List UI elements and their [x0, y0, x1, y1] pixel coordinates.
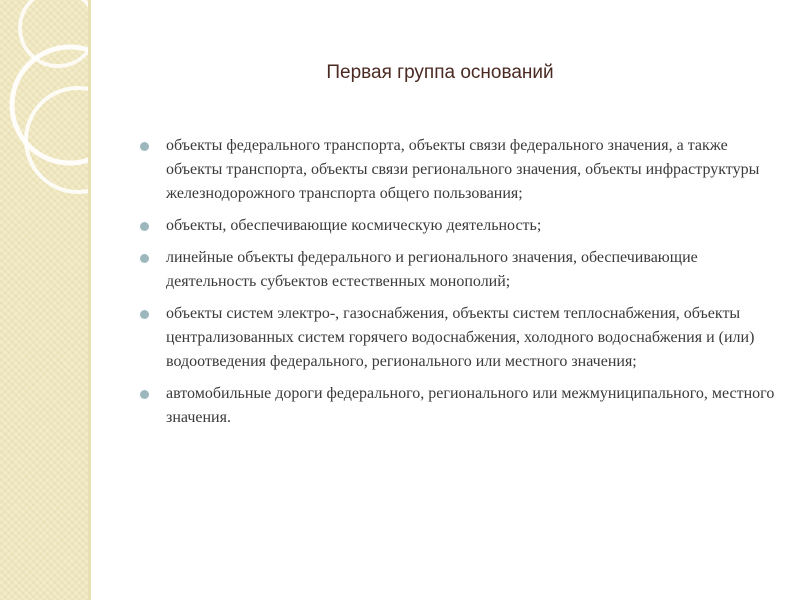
bullet-icon [140, 222, 149, 231]
list-item [138, 214, 778, 238]
panel-divider [88, 0, 91, 600]
bullet-icon [140, 310, 149, 319]
list-item [138, 134, 778, 206]
bullet-text: объекты, обеспечивающие космическую деятельность; [166, 217, 542, 234]
list-item [138, 302, 778, 374]
bullet-text: линейные объекты федерального и регионального значения, обеспечивающие деятельность субъектов естественных монополий; [166, 249, 698, 290]
bullet-text: объекты систем электро-, газоснабжения, объекты систем теплоснабжения, объекты централизованных систем горячего водоснабжения, холодного водоснабжения и (или) водоотведения федерального, регионального или местного значения; [166, 305, 755, 370]
decorative-circles-icon [0, 0, 88, 600]
decorative-side-panel [0, 0, 88, 600]
bullet-text: объекты федерального транспорта, объекты связи федерального значения, а также объекты транспорта, объекты связи регионального значения, объекты инфраструктуры железнодорожного транспорта общего пользования; [166, 137, 760, 202]
bullet-icon [140, 254, 149, 263]
slide-title: Первая группа оснований [326, 62, 554, 83]
bullet-icon [140, 142, 149, 151]
bullet-text: автомобильные дороги федерального, регионального или межмуниципального, местного значения. [166, 385, 775, 426]
list-item [138, 382, 778, 430]
bullet-icon [140, 390, 149, 399]
list-item [138, 246, 778, 294]
bullet-list [138, 134, 778, 438]
